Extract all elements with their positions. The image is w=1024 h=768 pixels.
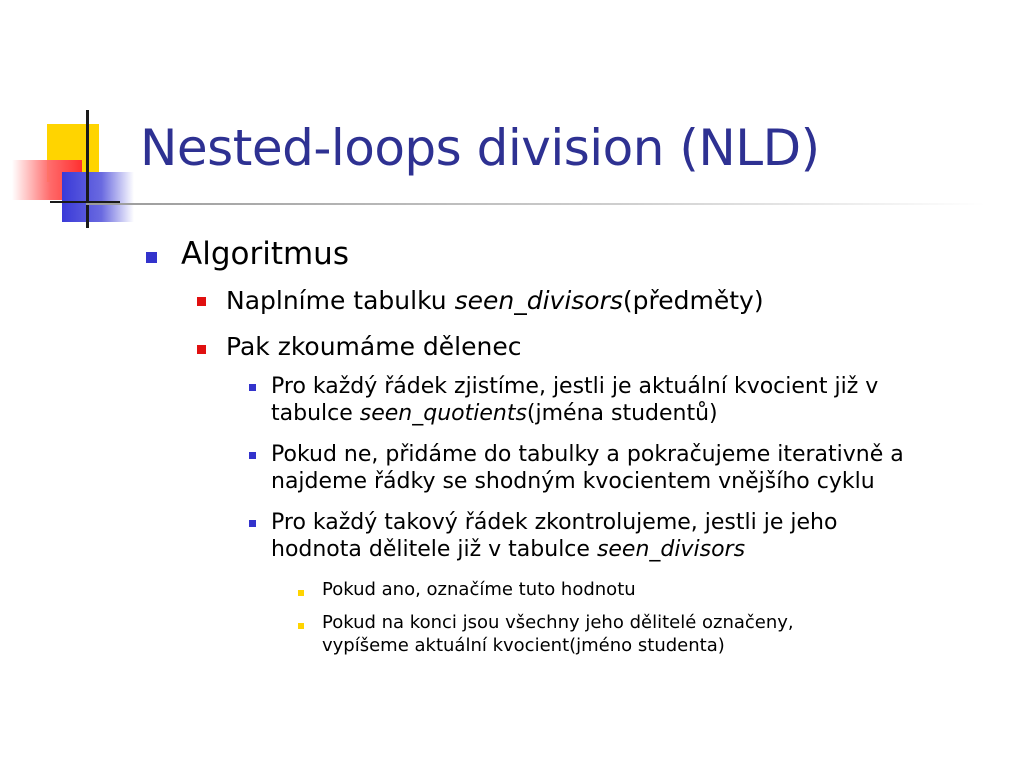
line: [271, 400, 878, 427]
blue-square-decoration: [62, 172, 134, 222]
bullet-square-icon: [197, 345, 206, 354]
bullet-square-icon: [298, 623, 304, 629]
bullet-square-icon: [197, 297, 206, 306]
bullet-pokud-ne: [271, 441, 904, 495]
text: Naplníme tabulku: [226, 286, 455, 315]
line: Pokud ne, přidáme do tabulky a pokračujeme iterativně a: [271, 442, 904, 467]
bullet-square-icon: [249, 384, 256, 391]
bullet-square-icon: [298, 590, 304, 596]
bullet-pro-kazdy-radek: [271, 373, 878, 427]
line: vypíšeme aktuální kvocient(jméno studenta): [322, 635, 725, 656]
bullet-pak-zkoumame: Pak zkoumáme dělenec: [226, 332, 522, 361]
bullet-square-icon: [146, 252, 157, 263]
bullet-pokud-ano: Pokud ano, označíme tuto hodnotu: [322, 579, 636, 600]
emphasis: seen_divisors: [454, 286, 623, 315]
bullet-algoritmus: Algoritmus: [181, 236, 349, 272]
emphasis: seen_divisors: [596, 537, 746, 562]
bullet-pro-kazdy-takovy: [271, 509, 837, 563]
line: Pokud na konci jsou všechny jeho dělitelé označeny,: [322, 612, 794, 633]
bullet-square-icon: [249, 452, 256, 459]
text: (předměty): [622, 286, 764, 315]
line: Pro každý řádek zjistíme, jestli je aktuální kvocient již v: [271, 374, 879, 399]
bullet-naplnime-tabulku: [226, 285, 764, 317]
line: Pro každý takový řádek zkontrolujeme, jestli je jeho: [271, 510, 838, 535]
bullet-pokud-na-konci: [322, 611, 794, 657]
text: hodnota dělitele již v tabulce: [271, 537, 597, 562]
slide-title: Nested-loops division (NLD): [140, 119, 820, 177]
line: [271, 536, 837, 563]
emphasis: seen_quotients: [359, 401, 527, 426]
text: (jména studentů): [526, 401, 718, 426]
line: najdeme řádky se shodným kvocientem vnějšího cyklu: [271, 469, 875, 494]
title-underline: [86, 203, 986, 205]
vertical-line-decoration: [86, 110, 89, 228]
text: tabulce: [271, 401, 360, 426]
bullet-square-icon: [249, 520, 256, 527]
